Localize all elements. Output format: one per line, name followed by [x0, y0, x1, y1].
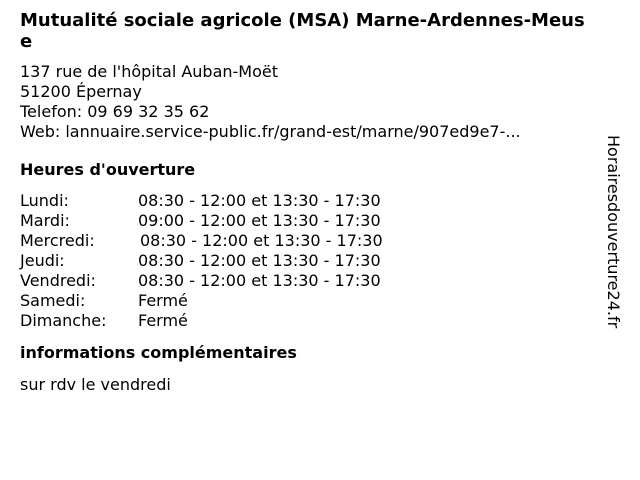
info-title: informations complémentaires	[20, 343, 297, 362]
day-label: Mardi:	[20, 211, 70, 230]
day-label: Samedi:	[20, 291, 86, 310]
day-label: Vendredi:	[20, 271, 96, 290]
day-hours: Fermé	[138, 311, 188, 330]
hours-row-tuesday	[20, 211, 600, 231]
day-label: Dimanche:	[20, 311, 107, 330]
city-address: 51200 Épernay	[20, 82, 142, 101]
day-hours: 08:30 - 12:00 et 13:30 - 17:30	[140, 231, 383, 250]
day-hours: 08:30 - 12:00 et 13:30 - 17:30	[138, 271, 381, 290]
hours-row-friday	[20, 271, 600, 291]
day-hours: 08:30 - 12:00 et 13:30 - 17:30	[138, 251, 381, 270]
day-hours: 08:30 - 12:00 et 13:30 - 17:30	[138, 191, 381, 210]
hours-table	[20, 191, 600, 331]
info-text: sur rdv le vendredi	[20, 375, 171, 394]
hours-title: Heures d'ouverture	[20, 160, 196, 179]
site-brand-text: Horairesdouverture24.fr	[604, 135, 623, 329]
day-hours: 09:00 - 12:00 et 13:30 - 17:30	[138, 211, 381, 230]
day-label: Jeudi:	[20, 251, 65, 270]
hours-row-saturday	[20, 291, 600, 311]
day-label: Lundi:	[20, 191, 69, 210]
website-link[interactable]: Web: lannuaire.service-public.fr/grand-est/marne/907ed9e7-...	[20, 122, 521, 141]
phone-number[interactable]: Telefon: 09 69 32 35 62	[20, 102, 210, 121]
hours-row-sunday	[20, 311, 600, 331]
day-hours: Fermé	[138, 291, 188, 310]
day-label: Mercredi:	[20, 231, 95, 250]
hours-row-monday	[20, 191, 600, 211]
business-card	[20, 10, 600, 395]
hours-row-thursday	[20, 251, 600, 271]
business-name: Mutualité sociale agricole (MSA) Marne-Ardennes-Meuse	[20, 10, 585, 52]
address-block	[20, 62, 600, 142]
street-address: 137 rue de l'hôpital Auban-Moët	[20, 62, 279, 81]
hours-row-wednesday	[20, 231, 600, 251]
